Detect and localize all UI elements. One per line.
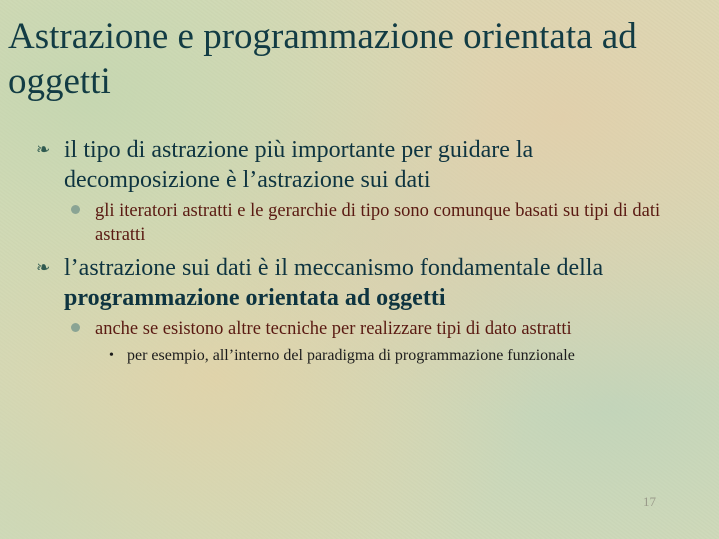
- slide-content: [0, 135, 719, 366]
- bullet-level1-item: [36, 135, 654, 195]
- bullet-text: gli iteratori astratti e le gerarchie di tipo sono comunque basati su tipi di dati astratti: [95, 201, 661, 245]
- bullet-text: anche se esistono altre tecniche per realizzare tipi di dato astratti: [95, 319, 572, 339]
- scroll-bullet-icon: ❧: [36, 140, 51, 159]
- bullet-text: l’astrazione sui dati è il meccanismo fondamentale della: [64, 255, 604, 281]
- small-dot-icon: •: [109, 348, 114, 363]
- page-number: 17: [643, 494, 656, 509]
- bullet-level2-item: [95, 199, 675, 247]
- bullet-text: il tipo di astrazione più importante per guidare la decomposizione è l’astrazione sui dati: [64, 137, 534, 193]
- bullet-level1-item: [36, 253, 654, 313]
- round-dot-icon: [71, 323, 80, 332]
- bullet-text-bold: programmazione orientata ad oggetti: [64, 285, 446, 311]
- slide-title: Astrazione e programmazione orientata ad oggetti: [8, 16, 637, 102]
- bullet-level2-item: [95, 317, 675, 341]
- round-dot-icon: [71, 205, 80, 214]
- bullet-level3-item: [109, 345, 647, 366]
- bullet-text: per esempio, all’interno del paradigma di programmazione funzionale: [127, 347, 575, 364]
- scroll-bullet-icon: ❧: [36, 258, 51, 277]
